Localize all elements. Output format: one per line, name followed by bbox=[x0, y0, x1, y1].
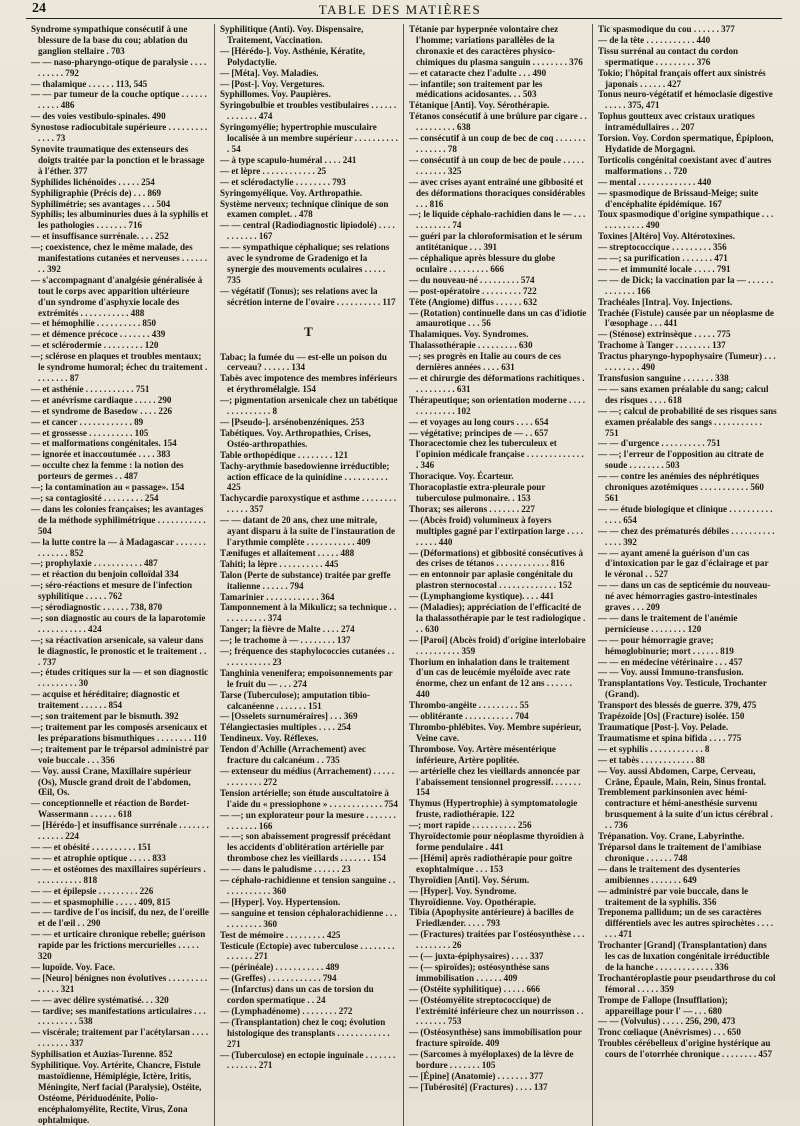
index-entry: — administré par voie buccale, dans le traitement de la syphilis. 356 bbox=[598, 885, 749, 907]
index-entry: —; son traitement par le bismuth. 392 bbox=[31, 711, 179, 722]
index-entry: Système nerveux; technique clinique de son examen complet. . 478 bbox=[220, 198, 389, 220]
index-entry: Test de mémoire . . . . . . . . . 425 bbox=[220, 929, 341, 940]
index-entry: — et démence précoce . . . . . . . 439 bbox=[31, 329, 166, 340]
index-entry: Syphilitique. Voy. Artérite, Chancre, Fistule mastoïdienne, Hémiplégie, Ictère, Iritis, Méningite, Nerf facial (Paralysie), Ostéite, Ostéome, Périduodénite, Polio-encéphalomyélite, Rectite, Virus, Zona ophtalmique. bbox=[31, 1060, 202, 1125]
index-entry: Traumatisme et spina bifida . . . . 775 bbox=[598, 732, 742, 743]
index-entry: — dans le traitement des dysenteries amibiennes . . . . . . . 649 bbox=[598, 863, 741, 885]
index-entry: Thérapeutique; son orientation moderne . . . . . . . . . . . . . 102 bbox=[409, 394, 586, 416]
index-entry: — —; son abaissement progressif précédant les accidents d'oblitération artérielle par thrombose chez les vieillards . . . . . . . 154 bbox=[220, 831, 391, 864]
index-entry: Trachée (Fistule) causée par un néoplasme de l'œsophage . . . 441 bbox=[598, 307, 774, 329]
index-entry: — (Sarcomes à myéloplaxes) de la lèvre de bordure . . . . . . . 105 bbox=[409, 1049, 574, 1071]
index-entry: — [Hyper]. Voy. Hypertension. bbox=[220, 896, 341, 907]
index-entry: — Voy. aussi Crane, Maxillaire supérieur (Os), Muscle grand droit de l'abdomen, Œil, Os. bbox=[31, 765, 192, 798]
index-entry: Tréparsol dans le traitement de l'amibiase chronique . . . . . . 748 bbox=[598, 841, 762, 863]
index-entry: — (Rotation) continuelle dans un cas d'idiotie amaurotique . . . 56 bbox=[409, 307, 587, 329]
index-entry: — (périnéale) . . . . . . . . . . . 489 bbox=[220, 962, 340, 973]
index-entry: Syphilis; les albuminuries dues à la syphilis et les pathologies . . . . . . . 716 bbox=[31, 209, 209, 231]
index-entry: Tractus pharyngo-hypophysaire (Tumeur) . . . . . . . . . . . 490 bbox=[598, 351, 776, 373]
index-entry: Tokio; l'hôpital français offert aux sinistrés japonais . . . . . . 427 bbox=[598, 67, 766, 89]
index-entry: — et asthénie . . . . . . . . . . . 751 bbox=[31, 383, 150, 394]
index-entry: —; sérodiagnostic . . . . . . 738, 870 bbox=[31, 602, 163, 613]
index-entry: — dans les colonies françaises; les avantages de la méthode syphilimétrique . . . . . . . . . . . 504 bbox=[31, 503, 206, 536]
index-entry: Syphillomes. Voy. Paupières. bbox=[220, 89, 331, 100]
index-entry: — — et urticaire chronique rebelle; guérison rapide par les frictions mercurielles . . . . . 320 bbox=[31, 929, 206, 962]
index-entry: Tarse (Tuberculose); amputation tibio-calcanéenne . . . . . . . 151 bbox=[220, 689, 370, 711]
index-entry: Syphilimétrie; ses avantages . . . 504 bbox=[31, 198, 171, 209]
index-entry: Thrombo-angéite . . . . . . . . . 55 bbox=[409, 700, 529, 711]
index-entry: — — chez des prématurés débiles . . . . . . . . . . . . . . 392 bbox=[598, 525, 775, 547]
index-entry: —; traitement par les composés arsenicaux et les préparations bismuthiques . . . . . . . . 110 bbox=[31, 722, 208, 743]
index-entry: — et cataracte chez l'adulte . . . 490 bbox=[409, 67, 547, 78]
index-entry: — conceptionnelle et réaction de Bordet-Wassermann . . . . . . 618 bbox=[31, 798, 190, 820]
index-entry: — — datant de 20 ans, chez une mitrale, ayant disparu à la suite de l'instauration de l'arythmie complète . . . . . . . . . . . 409 bbox=[220, 515, 396, 547]
index-entry: — du nouveau-né . . . . . . . . . 574 bbox=[409, 274, 535, 285]
index-entry: — — dans un cas de septicémie du nouveau-né avec hémorragies gastro-intestinales graves . . . 209 bbox=[598, 580, 771, 613]
index-entry: — (Fractures) traitées par l'ostéosynthèse . . . . . . . . . . . 26 bbox=[409, 929, 585, 951]
index-entry: — mental . . . . . . . . . . . . . 440 bbox=[598, 176, 712, 187]
index-entry: Tachy-arythmie basedowienne irréductible; action efficace de la quinidine . . . . . . . . . . 425 bbox=[220, 460, 390, 493]
index-entry: Thymus (Hypertrophie) à symptomatologie fruste, radiothérapie. 122 bbox=[409, 798, 578, 820]
index-entry: — —; calcul de probabilité de ses risques sans examen préalable des sangs . . . . . . . . . . . 751 bbox=[598, 405, 777, 438]
index-entry: Testicule (Ectopie) avec tuberculose . . . . . . . . . . . . . . 271 bbox=[220, 940, 395, 962]
index-column-3 bbox=[404, 24, 593, 1126]
index-entry: Thoracectomie chez les tuberculeux et l'opinion médicale française . . . . . . . . . . . . . . 346 bbox=[409, 438, 584, 471]
index-entry: — —; sa purification . . . . . . . 471 bbox=[598, 253, 728, 264]
index-entry: Tétanie par hyperpnée volontaire chez l'homme; variations parallèles de la chronaxie et des caractères physico-chimiques du plasma sanguin . . . . . . . . 376 bbox=[409, 24, 583, 67]
index-entry: Transplantations Voy. Testicule, Trochanter (Grand). bbox=[598, 678, 767, 700]
index-entry: Torsion. Voy. Cordon spermatique, Épiploon, Hydatide de Morgagni. bbox=[598, 133, 774, 154]
index-entry: Syringomyélique. Voy. Arthropathie. bbox=[220, 187, 363, 198]
header-rule bbox=[26, 18, 782, 19]
index-entry: — — dans le traitement de l'anémie pernicieuse . . . . . . . . 120 bbox=[598, 612, 738, 634]
index-entry: Tibia (Apophysite antérieure) à bacilles de Friedlænder. . . . . 793 bbox=[409, 907, 574, 929]
index-entry: — spasmodique de Brissaud-Meige; suite d'encéphalite épidémique. 167 bbox=[598, 187, 759, 209]
index-entry: —; séro-réactions et mesure de l'infection syphilitique . . . . . 762 bbox=[31, 580, 193, 602]
index-entry: — (Sténose) extrinsèque . . . . . 775 bbox=[598, 329, 731, 340]
index-entry: — — en médecine vétérinaire . . . 457 bbox=[598, 656, 743, 667]
index-entry: —; ses progrès en Italie au cours de ces dernières années . . . . 631 bbox=[409, 351, 561, 373]
index-entry: —; études critiques sur la — et son diagnostic . . . . . . . . . 30 bbox=[31, 667, 209, 689]
index-entry: — [Hérédo-]. Voy. Asthénie, Kératite, Polydactylie. bbox=[220, 45, 365, 67]
index-entry: — et tabès . . . . . . . . . . . . 88 bbox=[598, 754, 705, 765]
index-entry: — de la tête . . . . . . . . . . . 440 bbox=[598, 34, 711, 45]
index-entry: — [Hyper]. Voy. Syndrome. bbox=[409, 885, 517, 896]
index-entry: Syphilides lichénoïdes . . . . . 254 bbox=[31, 176, 155, 187]
index-entry: Trachome à Tanger . . . . . . . . 137 bbox=[598, 340, 726, 351]
index-entry: — (Infarctus) dans un cas de torsion du cordon spermatique . . 24 bbox=[220, 984, 374, 1006]
index-entry: Traumatique [Post-]. Voy. Pelade. bbox=[598, 722, 729, 732]
index-entry: — — contre les anémies des néphrétiques chroniques azotémiques . . . . . . . . . . . 560 561 bbox=[598, 471, 764, 503]
index-entry: — artérielle chez les vieillards annoncée par l'abaissement tensionnel progressif. . . . . . . 154 bbox=[409, 765, 581, 798]
index-entry: — (Greffes) . . . . . . . . . . . . 794 bbox=[220, 973, 337, 984]
index-entry: — streptococcique . . . . . . . . . 356 bbox=[598, 242, 727, 253]
index-entry: — — et ostéomes des maxillaires supérieurs . . . . . . . . . . . 818 bbox=[31, 863, 206, 885]
index-entry: Tremblement parkinsonien avec hémi-contracture et hémi-anesthésie survenu brusquement à la suite d'un ictus cérébral . . . 736 bbox=[598, 787, 773, 831]
index-entry: — en entonnoir par aplasie congénitale du plastron sternocostal . . . . . . . . . . . . . 152 bbox=[409, 569, 573, 591]
index-entry: — (Lymphadénome) . . . . . . . . 272 bbox=[220, 1005, 353, 1016]
index-entry: — céphalique après blessure du globe oculaire . . . . . . . . . 666 bbox=[409, 253, 556, 274]
index-entry: Tension artérielle; son étude auscultatoire à l'aide du « pressiophone » . . . . . . . . . . . . 754 bbox=[220, 787, 398, 809]
index-entry: — infantile; son traitement par les médications acidosantes. . . 503 bbox=[409, 78, 543, 100]
index-entry: — et cancer . . . . . . . . . . . . 89 bbox=[31, 416, 144, 427]
index-entry: — —; un explorateur pour la mesure . . . . . . . . . . . . . . 166 bbox=[220, 809, 396, 831]
index-entry: — [Hérédo-] et insuffisance surrénale . . . . . . . . . . . . . 224 bbox=[31, 820, 209, 842]
index-entry: — et malformations congénitales. 154 bbox=[31, 438, 177, 449]
index-entry: — — pour hémorragie grave; hémoglobinurie; mort . . . . . . 819 bbox=[598, 634, 734, 656]
index-entry: — lupoïde. Voy. Face. bbox=[31, 961, 115, 972]
index-entry: Tabétiques. Voy. Arthropathies, Crises, Ostéo-arthropathies. bbox=[220, 427, 371, 449]
index-entry: — — (Volvulus) . . . . . 256, 290, 473 bbox=[598, 1016, 736, 1027]
index-entry: — (Transplantation) chez le coq; évolution histologique des transplants . . . . . . . . . . . . 271 bbox=[220, 1016, 390, 1049]
index-entry: — et grossesse . . . . . . . . . . 105 bbox=[31, 427, 149, 438]
index-entry: — [Tubérosité] (Fractures) . . . . 137 bbox=[409, 1081, 548, 1092]
index-entry: — — dans le paludisme . . . . . . 23 bbox=[220, 864, 351, 875]
index-entry: Thalamiques. Voy. Syndromes. bbox=[409, 329, 529, 340]
index-entry: — tardive; ses manifestations articulaires . . . . . . . . . . . . 538 bbox=[31, 1005, 206, 1027]
index-entry: Trépanation. Voy. Crane, Labyrinthe. bbox=[598, 831, 745, 842]
index-entry: — [Hémi] après radiothérapie pour goitre exophtalmique . . . 153 bbox=[409, 852, 573, 874]
index-entry: — Voy. aussi Abdomen, Carpe, Cerveau, Crâne, Épaule, Main, Rein, Sinus frontal. bbox=[598, 765, 767, 787]
index-entry: Thorium en inhalation dans le traitement d'un cas de leucémie myéloïde avec rate énorme, chez un enfant de 12 ans . . . . . . 440 bbox=[409, 656, 572, 700]
index-entry: — s'accompagnant d'analgésie généralisée à tout le corps avec apparition ultérieure d'un syndrome d'asphyxie locale des extrémités . . . . . . . . . . . 488 bbox=[31, 274, 203, 318]
index-entry: Transfusion sanguine . . . . . . . 338 bbox=[598, 373, 729, 383]
index-entry: — des voies vestibulo-spinales. 490 bbox=[31, 111, 166, 122]
index-entry: — — tardive de l'os incisif, du nez, de l'oreille et de l'œil . . 290 bbox=[31, 907, 209, 929]
index-entry: —; la contamination au « passage». 154 bbox=[31, 482, 185, 493]
index-entry: Trachéales [Intra]. Voy. Injections. bbox=[598, 296, 733, 307]
index-entry: — consécutif à un coup de bec de coq . . . . . . . . . . . . . . 78 bbox=[409, 133, 586, 154]
index-entry: Tophus goutteux avec cristaux uratiques intramédullaires . . 207 bbox=[598, 111, 755, 133]
index-entry: — ignorée et inaccoutumée . . . . 383 bbox=[31, 449, 171, 460]
index-entry: — viscérale; traitement par l'acétylarsan . . . . . . . . . . . 337 bbox=[31, 1027, 209, 1049]
index-entry: — — et immunité locale . . . . . 791 bbox=[598, 263, 731, 274]
index-entry: Tachycardie paroxystique et asthme . . . . . . . . . . . . . 357 bbox=[220, 493, 397, 515]
index-entry: Tétanos consécutif à une brûlure par cigare . . . . . . . . . . . 638 bbox=[409, 111, 587, 133]
index-entry: — (Lymphangiome kystique). . . . 441 bbox=[409, 591, 555, 602]
index-entry: — (— spiroïdes); ostéosynthèse sans immobilisation . . . . . . 409 bbox=[409, 961, 550, 983]
index-entry: — — d'urgence . . . . . . . . . . 751 bbox=[598, 438, 721, 449]
index-entry: Syphilitique (Anti). Voy. Dispensaire, Traitement, Vaccination. bbox=[220, 24, 364, 45]
index-column-4 bbox=[593, 24, 782, 1126]
index-entry: Tænifuges et allaitement . . . . . 488 bbox=[220, 547, 355, 558]
index-entry: Trompe de Fallope (Insufflation); appareillage pour l' — . . . 680 bbox=[598, 994, 728, 1016]
index-entry: Treponema pallidum; un de ses caractères différentiels avec les autres spirochètes . . . . . . . 471 bbox=[598, 907, 774, 940]
index-entry: Tamponnement à la Mikulicz; sa technique . . . . . . . . . . . 374 bbox=[220, 602, 397, 624]
index-entry: Thoracoplastie extra-pleurale pour tuberculose pulmonaire. . 153 bbox=[409, 482, 546, 503]
index-entry: Tête (Angiome) diffus . . . . . . 632 bbox=[409, 296, 538, 307]
index-entry: — acquise et héréditaire; diagnostic et traitement . . . . . . 854 bbox=[31, 689, 180, 711]
index-entry: Tabac; la fumée du — est-elle un poison du cerveau? . . . . . . 134 bbox=[220, 351, 387, 373]
index-entry: Thyroïdien [Anti]. Voy. Sérum. bbox=[409, 874, 530, 885]
index-entry: —; le liquide céphalo-rachidien dans le — . . . . . . . . . . . 74 bbox=[409, 209, 586, 231]
index-entry: — consécutif à un coup de bec de poule . . . . . . . . . . . . 325 bbox=[409, 154, 584, 176]
index-entry: — — Voy. aussi Immuno-transfusion. bbox=[598, 667, 744, 678]
index-entry: Tanger; la fièvre de Malte . . . . 274 bbox=[220, 624, 355, 635]
index-entry: — et hémophilie . . . . . . . . . . 850 bbox=[31, 318, 157, 329]
index-entry: — thalamique . . . . . . 113, 545 bbox=[31, 78, 148, 89]
page-number: 24 bbox=[32, 1, 46, 16]
index-entry: — végétatif (Tonus); ses relations avec la sécrétion interne de l'ovaire . . . . . . . . . . 117 bbox=[220, 285, 396, 307]
index-entry: Syphilisation et Auzias-Turenne. 852 bbox=[31, 1049, 173, 1060]
index-entry: Troubles cérébelleux d'origine hystérique au cours de l'otorrhée chronique . . . . . . . . 457 bbox=[598, 1038, 773, 1060]
index-entry: — — sympathique céphalique; ses relations avec le syndrome de Gradenigo et la synergie des mouvements oculaires . . . . . 735 bbox=[220, 242, 390, 285]
index-entry: — céphalo-rachidienne et tension sanguine . . . . . . . . . . . . 360 bbox=[220, 875, 396, 896]
index-entry: —; sa réactivation arsenicale, sa valeur dans le diagnostic, le pronostic et le traitement . . . 737 bbox=[31, 634, 207, 667]
index-entry: — et sclérodermie . . . . . . . . . 120 bbox=[31, 340, 159, 351]
index-entry: — — et obésité . . . . . . . . . . 151 bbox=[31, 841, 152, 852]
index-entry: — et insuffisance surrénale. . . . 252 bbox=[31, 231, 169, 242]
index-entry: Syphiligraphie (Précis de) . . . 869 bbox=[31, 187, 162, 198]
index-entry: —; sa contagiosité . . . . . . . . . 254 bbox=[31, 492, 159, 503]
index-entry: Tanghinia venenifera; empoisonnements par le fruit du — . . . 274 bbox=[220, 667, 393, 689]
index-entry: — — et atrophie optique . . . . . 833 bbox=[31, 852, 166, 863]
index-entry: — — ayant amené la guérison d'un cas d'intoxication par le gaz d'éclairage et par le véronal . . 527 bbox=[598, 547, 769, 580]
index-entry: Syringobulbie et troubles vestibulaires . . . . . . . . . . . . . 474 bbox=[220, 100, 397, 122]
index-entry: Tronc cœliaque (Anévrismes) . . . 650 bbox=[598, 1027, 741, 1038]
index-entry: Talon (Perte de substance) traitée par greffe italienne . . . . . . 794 bbox=[220, 569, 391, 591]
index-entry: Trapézoïde [Os] (Fracture) isolée. 150 bbox=[598, 711, 745, 722]
index-entry: — (Ostéomyélite streptococcique) de l'extrémité inférieure chez un nourrisson . . . . . . . . . 753 bbox=[409, 994, 584, 1027]
index-entry: Thalassothérapie . . . . . . . . . 630 bbox=[409, 340, 533, 351]
index-entry: Trochanter [Grand] (Transplantation) dans les cas de luxation congénitale irréductible de la hanche . . . . . . . . . . . . . 336 bbox=[598, 940, 770, 972]
index-entry: Torticolis congénital coexistant avec d'autres malformations . . 720 bbox=[598, 154, 772, 176]
index-entry: — oblitérante . . . . . . . . . . . 704 bbox=[409, 711, 529, 722]
index-entry: — (— juxta-épiphysaires) . . . . 337 bbox=[409, 951, 544, 962]
index-entry: — [Post-]. Voy. Vergetures. bbox=[220, 78, 325, 89]
index-entry: —; mort rapide . . . . . . . . . . 256 bbox=[409, 820, 532, 831]
index-entry: — [Osselets surnuméraires] . . . 369 bbox=[220, 711, 358, 722]
index-entry: Transport des blessés de guerre. 379, 475 bbox=[598, 700, 757, 711]
index-entry: — — naso-pharyngo-otique de paralysie . . . . . . . . . . 792 bbox=[31, 56, 207, 78]
index-entry: — (Abcès froid) volumineux à foyers multiples gagné par l'extirpation large . . . . . . . . . 440 bbox=[409, 514, 584, 547]
index-entry: Tabès avec impotence des membres inférieurs et érythromélalgie. 154 bbox=[220, 373, 398, 395]
index-entry: Thrombo-phlébites. Voy. Membre supérieur, Veine cave. bbox=[409, 722, 582, 743]
index-entry: Tonus neuro-végétatif et hémoclasie digestive . . . . . 375, 471 bbox=[598, 89, 773, 111]
index-entry: —; le trachome à — . . . . . . . . 137 bbox=[220, 635, 351, 646]
index-entry: — et sclérodactylie . . . . . . . . 793 bbox=[220, 176, 346, 187]
index-entry: — et anévrisme cardiaque . . . . . 290 bbox=[31, 394, 172, 405]
index-entry: — et voyages au long cours . . . . 654 bbox=[409, 416, 549, 427]
index-entry: — la lutte contre la — à Madagascar . . . . . . . . . . . . . . 852 bbox=[31, 536, 206, 558]
index-entry: —; coexistence, chez le même malade, des manifestations cutanées et nerveuses . . . . . . . . 392 bbox=[31, 242, 207, 274]
index-entry: — (Tuberculose) en ectopie inguinale . . . . . . . . . . . . . . 271 bbox=[220, 1049, 396, 1071]
index-entry: — (Ostéosynthèse) sans immobilisation pour fracture spiroïde. 409 bbox=[409, 1027, 582, 1049]
index-entry: — [Paroi] (Abcès froid) d'origine interlobaire . . . . . . . . . . 359 bbox=[409, 634, 586, 656]
index-entry: — sanguine et tension céphalorachidienne . . . . . . . . . . . 360 bbox=[220, 907, 397, 929]
index-entry: Tendineux. Voy. Réflexes. bbox=[220, 733, 319, 744]
index-entry: Tahiti; la lèpre . . . . . . . . . . 445 bbox=[220, 558, 339, 569]
index-entry: —; prophylaxie . . . . . . . . . . . 487 bbox=[31, 558, 158, 569]
index-entry: —; fréquence des staphylococcies cutanées . . . . . . . . . . . . 23 bbox=[220, 646, 395, 667]
index-entry: — guéri par la chloroformisation et le sérum antitétanique . . . 391 bbox=[409, 231, 583, 253]
index-entry: Tic spasmodique du cou . . . . . . 377 bbox=[598, 24, 735, 34]
index-entry: Synostose radiocubitale supérieure . . . . . . . . . . . . . 73 bbox=[31, 122, 208, 144]
index-entry: — (Déformations) et gibbosité consécutives à des crises de tétanos . . . . . . . . . . . . 816 bbox=[409, 547, 584, 569]
index-entry: Tamarinier . . . . . . . . . . . . 364 bbox=[220, 591, 335, 602]
index-entry: Tissu surrénal au contact du cordon spermatique . . . . . . . . . 376 bbox=[598, 45, 739, 67]
index-entry: — — et spasmophilie . . . . . 409, 815 bbox=[31, 896, 171, 907]
index-entry: — — de Dick; la vaccination par la — . . . . . . . . . . . . . 166 bbox=[598, 274, 774, 296]
index-entry: — et réaction du benjoin colloïdal 334 bbox=[31, 569, 179, 580]
index-entry: — [Pseudo-]. arsénobenzéniques. 253 bbox=[220, 417, 365, 427]
index-entry: —; sclérose en plaques et troubles mentaux; le syndrome humoral; échec du traitement . . . . . . . . 87 bbox=[31, 351, 208, 383]
section-letter: T bbox=[304, 323, 314, 339]
index-entry: — [Neuro] bénignes non évolutives . . . . . . . . . . . . . . 321 bbox=[31, 972, 208, 994]
index-entry: Toxines [Altéro] Voy. Altérotoxines. bbox=[598, 231, 735, 242]
index-entry: —; pigmentation arsenicale chez un tabétique . . . . . . . . . . 8 bbox=[220, 395, 398, 417]
index-entry: —; son diagnostic au cours de la laparotomie . . . . . . . . . . . 424 bbox=[31, 612, 206, 634]
index-entry: Thorax; ses ailerons . . . . . . . 227 bbox=[409, 503, 535, 514]
index-entry: — [Méta]. Voy. Maladies. bbox=[220, 67, 319, 78]
index-entry: — — étude biologique et clinique . . . . . . . . . . . . . . 654 bbox=[598, 503, 773, 525]
index-entry: — extenseur du médius (Arrachement) . . . . . . . . . . . . . 272 bbox=[220, 766, 395, 787]
index-entry: — végétative; principes de — . . 657 bbox=[409, 427, 549, 438]
index-entry: — [Épine] (Anatomie) . . . . . . . 377 bbox=[409, 1071, 544, 1081]
index-entry: — — sans examen préalable du sang; calcul des risques . . . . 618 bbox=[598, 383, 769, 405]
index-entry: Thoracique. Voy. Écarteur. bbox=[409, 471, 514, 482]
index-entry: Thrombose. Voy. Artère mésentérique inférieure, Artère poplitée. bbox=[409, 743, 556, 765]
index-entry: — — et épilepsie . . . . . . . . . 226 bbox=[31, 885, 154, 896]
index-entry: — — central (Radiodiagnostic lipiodolé) . . . . . . . . . . . 167 bbox=[220, 220, 395, 242]
index-entry: — et chirurgie des déformations rachitiques . . . . . . . . . . 631 bbox=[409, 373, 585, 394]
index-entry: —; traitement par le tréparsol administré par voie buccale . . . 356 bbox=[31, 743, 209, 765]
index-entry: Syndrome sympathique consécutif à une blessure de la base du cou; ablation du ganglion stellaire . 703 bbox=[31, 24, 188, 56]
index-entry: — —; l'erreur de l'opposition au citrate de soude . . . . . . . . 503 bbox=[598, 449, 764, 471]
index-entry: Télangiectasies multiples . . . . 254 bbox=[220, 722, 351, 733]
index-entry: Trochantéroplastie pour pseudarthrose du col fémoral . . . . . 359 bbox=[598, 972, 776, 994]
index-entry: Synovite traumatique des extenseurs des doigts traitée par la ponction et le brassage à l'éther. 377 bbox=[31, 143, 205, 176]
index-entry: Syringomyélie; hypertrophie musculaire localisée à un membre supérieur . . . . . . . . . . . 54 bbox=[220, 122, 398, 154]
index-entry: — (Ostéite syphilitique) . . . . . 666 bbox=[409, 983, 541, 994]
index-entry: Tétanique [Anti]. Voy. Sérothérapie. bbox=[409, 100, 550, 111]
page-header bbox=[0, 0, 800, 20]
index-entry: — et syphilis . . . . . . . . . . . . 8 bbox=[598, 743, 710, 754]
index-entry: Tendon d'Achille (Arrachement) avec fracture du calcanéum . . 735 bbox=[220, 744, 366, 766]
running-title: TABLE DES MATIÈRES bbox=[318, 2, 482, 17]
index-entry: — — par tumeur de la couche optique . . . . . . . . . . . 486 bbox=[31, 89, 207, 111]
index-column-1 bbox=[26, 24, 215, 1126]
index-columns bbox=[26, 24, 782, 1125]
index-entry: Thyroïdienne. Voy. Opothérapie. bbox=[409, 896, 536, 907]
index-entry: — post-opératoire . . . . . . . . . 722 bbox=[409, 285, 537, 296]
index-column-2 bbox=[215, 24, 404, 1126]
index-entry: Thyroïdectomie pour néoplasme thyroïdien à forme pendulaire . 441 bbox=[409, 831, 584, 852]
index-entry: — — avec délire systématisé. . . 320 bbox=[31, 994, 169, 1005]
index-entry: — (Maladies); appréciation de l'efficacité de la thalassothérapie par le test radiologique . . . 630 bbox=[409, 602, 586, 634]
index-entry: — avec crises ayant entraîné une gibbosité et des déformations thoraciques considérables . . . 816 bbox=[409, 176, 585, 209]
index-entry: Toux spasmodique d'origine sympathique . . . . . . . . . . . . 490 bbox=[598, 209, 774, 231]
index-entry: — et lèpre . . . . . . . . . . . . 25 bbox=[220, 165, 327, 176]
index-entry: — à type scapulo-huméral . . . . 241 bbox=[220, 154, 357, 165]
index-entry: — et syndrome de Basedow . . . . 226 bbox=[31, 405, 173, 416]
index-entry: Table orthopédique . . . . . . . . 121 bbox=[220, 449, 349, 460]
index-entry: — occulte chez la femme : la notion des porteurs de germes . . 487 bbox=[31, 460, 184, 482]
